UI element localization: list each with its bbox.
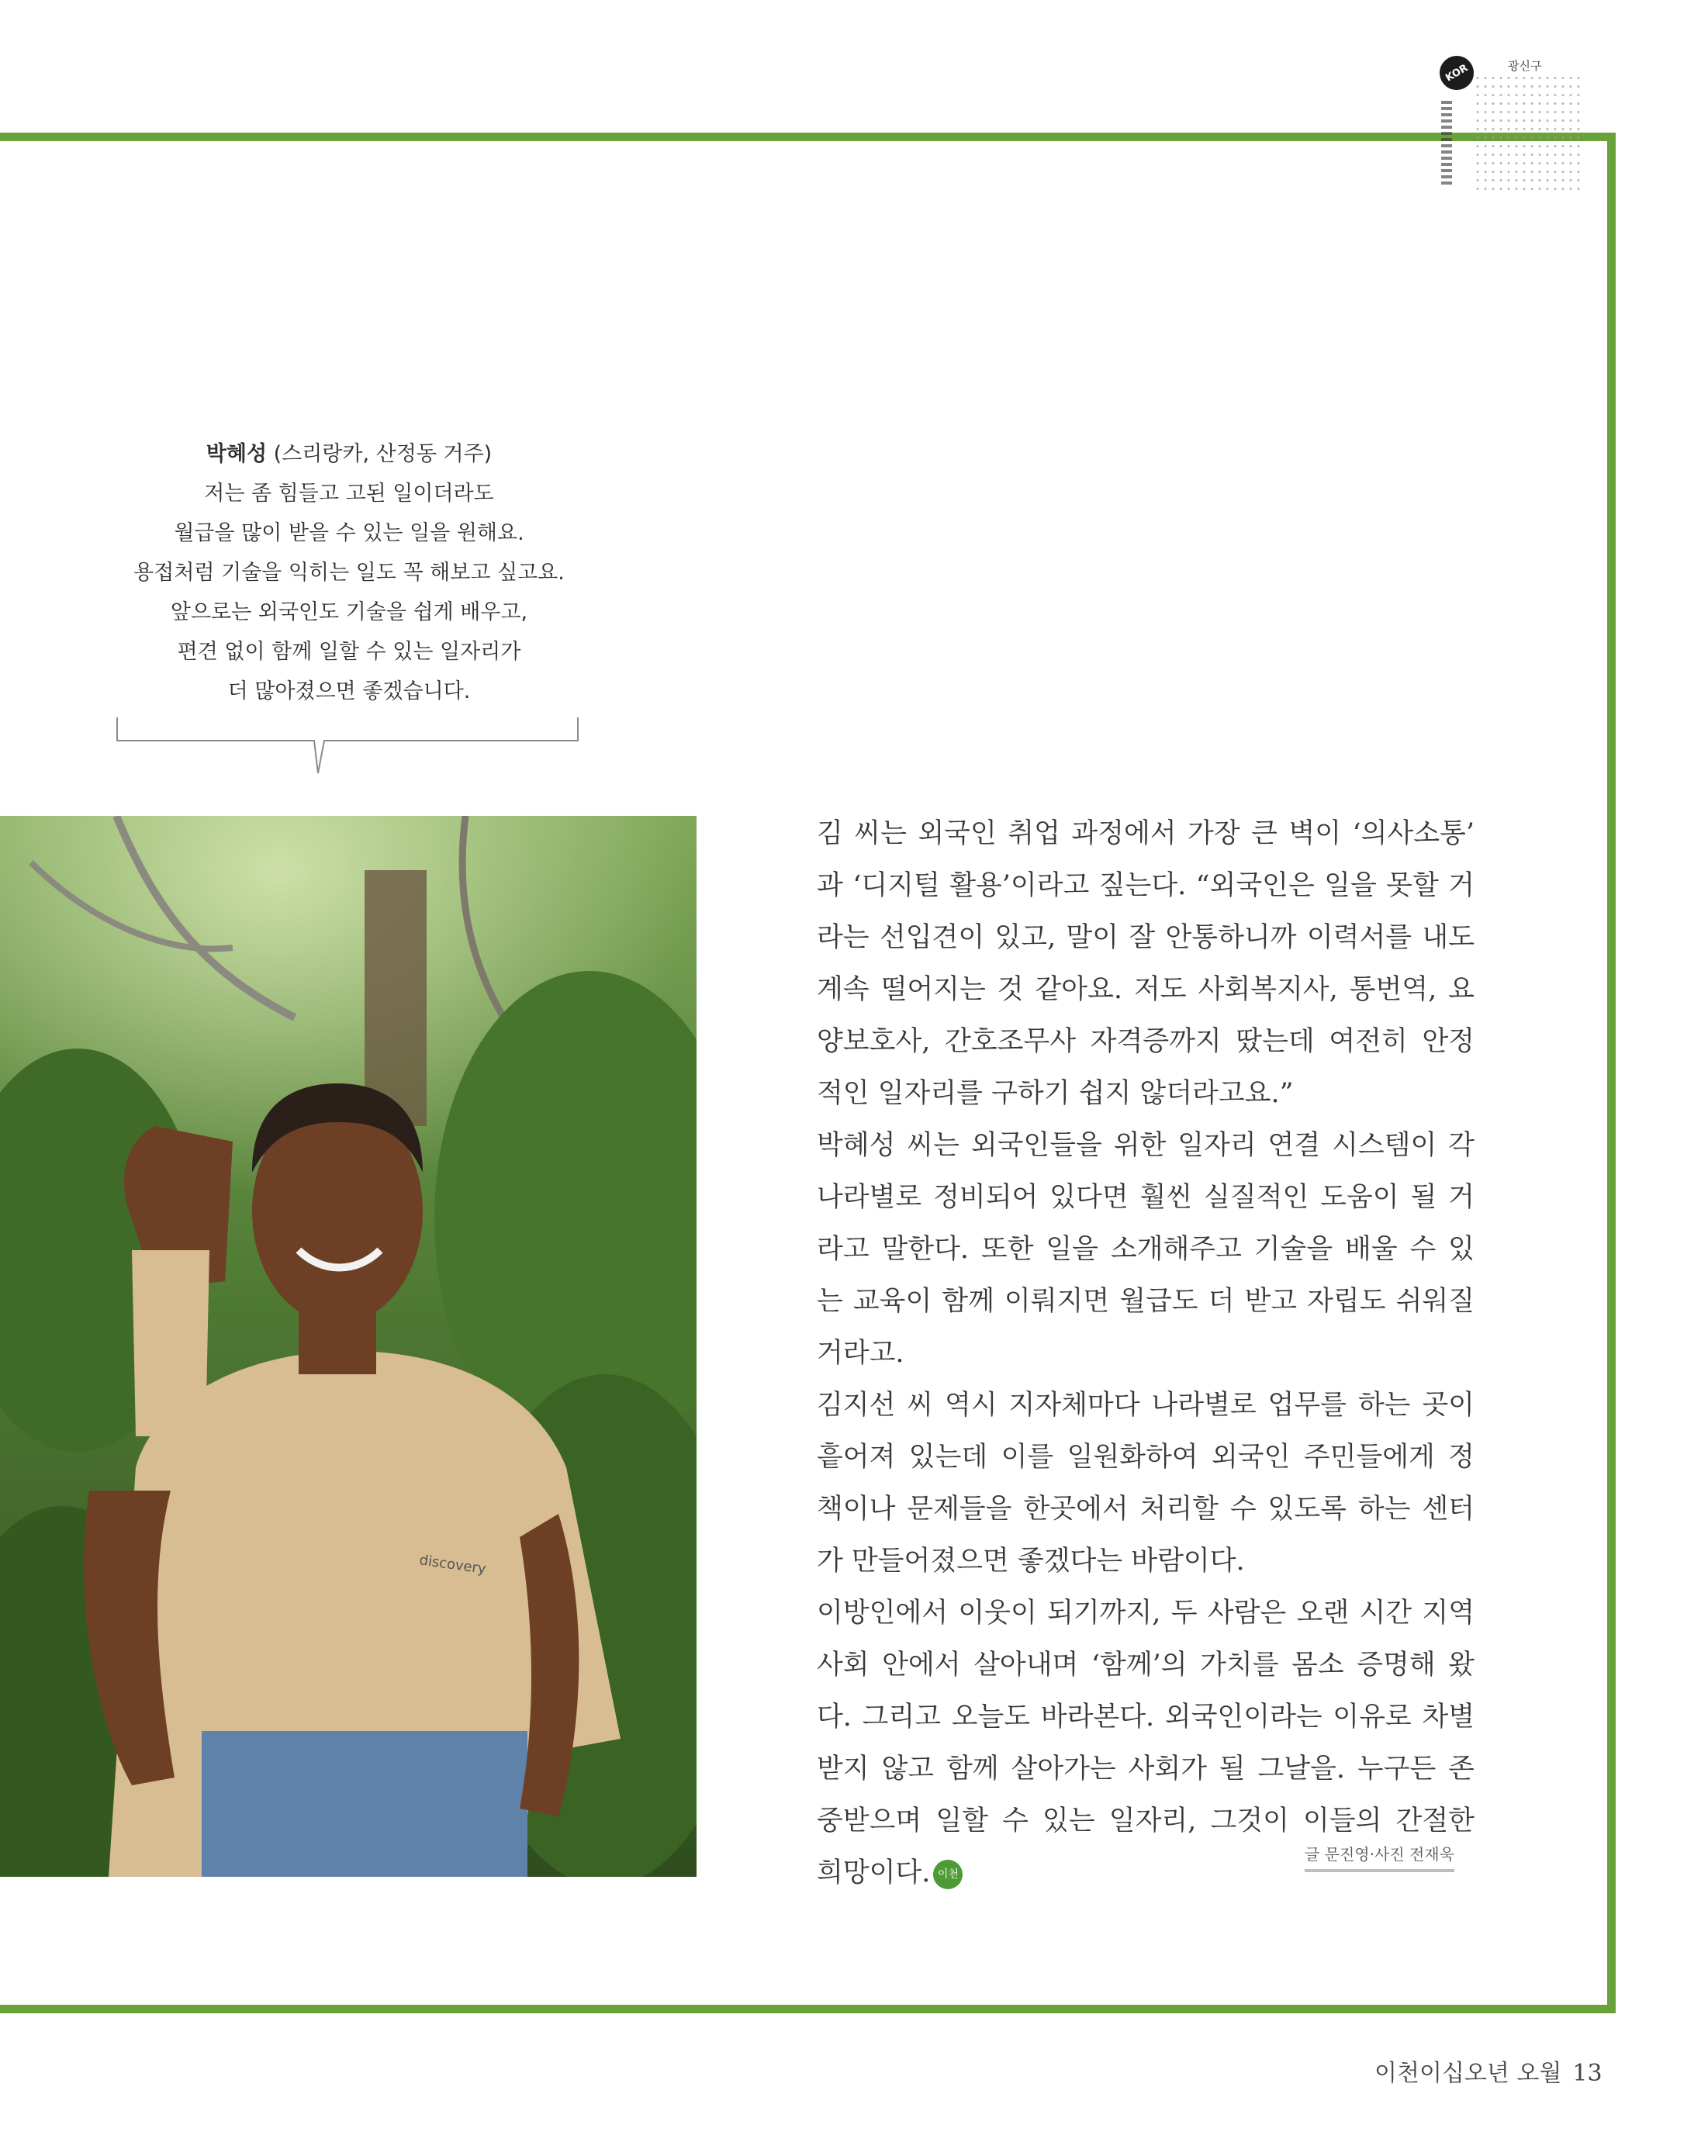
body-line: 거라고. xyxy=(817,1338,904,1369)
svg-text:discovery: discovery xyxy=(418,1552,487,1577)
body-line: 양보호사, 간호조무사 자격증까지 땄는데 여전히 안정 xyxy=(817,1026,1475,1057)
quote-line: 월급을 많이 받을 수 있는 일을 원해요. xyxy=(174,521,524,545)
body-line: 흩어져 있는데 이를 일원화하여 외국인 주민들에게 정 xyxy=(817,1442,1475,1473)
frame-top-border xyxy=(0,133,1616,141)
body-line: 나라별로 정비되어 있다면 훨씬 실질적인 도움이 될 거 xyxy=(817,1182,1475,1213)
corner-label: 광신구 xyxy=(1508,59,1542,73)
body-line: 중받으며 일할 수 있는 일자리, 그것이 이들의 간절한 xyxy=(817,1805,1475,1836)
body-line: 박혜성 씨는 외국인들을 위한 일자리 연결 시스템이 각 xyxy=(817,1130,1475,1161)
portrait-photo xyxy=(0,816,697,1877)
body-line: 김지선 씨 역시 지자체마다 나라별로 업무를 하는 곳이 xyxy=(817,1390,1475,1421)
speaker-name: 박혜성 xyxy=(206,442,268,466)
body-text xyxy=(817,808,1475,1899)
body-line: 다. 그리고 오늘도 바라본다. 외국인이라는 이유로 차별 xyxy=(817,1702,1475,1733)
kor-badge-icon: KOR xyxy=(1433,50,1480,96)
quote-line: 편견 없이 함께 일할 수 있는 일자리가 xyxy=(177,640,521,664)
body-line: 가 만들어졌으면 좋겠다는 바람이다. xyxy=(817,1546,1245,1577)
body-line: 이방인에서 이웃이 되기까지, 두 사람은 오랜 시간 지역 xyxy=(817,1598,1475,1629)
body-line: 라고 말한다. 또한 일을 소개해주고 기술을 배울 수 있 xyxy=(817,1234,1475,1265)
page-footer xyxy=(1374,2054,1603,2088)
portrait-image xyxy=(0,816,697,1877)
body-line: 사회 안에서 살아내며 ‘함께’의 가치를 몸소 증명해 왔 xyxy=(817,1650,1475,1681)
speech-bubble-tail xyxy=(116,717,579,776)
frame-bottom-border xyxy=(0,2005,1616,2013)
body-line: 받지 않고 함께 살아가는 사회가 될 그날을. 누구든 존 xyxy=(817,1753,1475,1785)
body-line: 적인 일자리를 구하기 쉽지 않더라고요.” xyxy=(817,1078,1294,1109)
body-line: 책이나 문제들을 한곳에서 처리할 수 있도록 하는 센터 xyxy=(817,1494,1475,1525)
page-number: 13 xyxy=(1572,2060,1603,2087)
quote-line: 용접처럼 기술을 익히는 일도 꼭 해보고 싶고요. xyxy=(133,561,565,585)
quote-line: 더 많아졌으면 좋겠습니다. xyxy=(227,679,471,703)
body-line: 계속 떨어지는 것 같아요. 저도 사회복지사, 통번역, 요 xyxy=(817,974,1475,1005)
body-line: 는 교육이 함께 이뤄지면 월급도 더 받고 자립도 쉬워질 xyxy=(817,1286,1475,1317)
body-line: 과 ‘디지털 활용’이라고 짚는다. “외국인은 일을 못할 거 xyxy=(817,870,1475,901)
quote-block xyxy=(109,434,590,711)
dot-pattern xyxy=(1474,74,1582,190)
body-last-text: 희망이다. xyxy=(817,1857,931,1888)
quote-speaker xyxy=(109,434,590,474)
quote-line: 앞으로는 외국인도 기술을 쉽게 배우고, xyxy=(170,600,528,624)
body-line: 라는 선입견이 있고, 말이 잘 안통하니까 이력서를 내도 xyxy=(817,922,1475,953)
corner-vertical-text-icon xyxy=(1441,101,1452,186)
speaker-meta: (스리랑카, 산정동 거주) xyxy=(267,442,493,466)
magazine-issue: 이천이십오년 오월 xyxy=(1374,2060,1562,2087)
end-mark-icon: 이천 xyxy=(933,1860,963,1889)
quote-line: 저는 좀 힘들고 고된 일이더라도 xyxy=(204,482,494,506)
frame-right-border xyxy=(1607,133,1616,2013)
body-line: 김 씨는 외국인 취업 과정에서 가장 큰 벽이 ‘의사소통’ xyxy=(817,818,1475,849)
article-credit: 글 문진영·사진 전재욱 xyxy=(1305,1842,1454,1872)
